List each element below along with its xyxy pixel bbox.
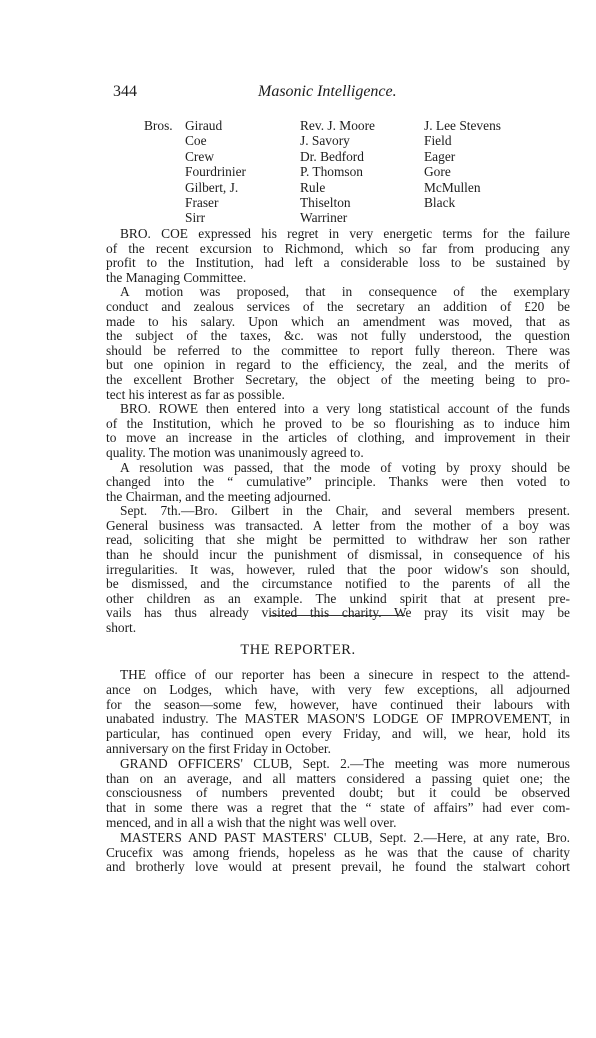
text-line: of the recent excursion to Richmond, which so far from producing any: [106, 240, 570, 256]
attendee-name: Warriner: [300, 210, 348, 226]
text-line: but one opinion in regard to the efficiency, the zeal, and the merits of: [106, 357, 570, 373]
text-line: A motion was proposed, that in consequence of the exemplary: [120, 284, 570, 300]
attendee-name: Crew: [185, 148, 215, 164]
text-line: short.: [106, 620, 137, 636]
paragraph: [106, 402, 570, 460]
text-line: read, soliciting that she might be permitted to withdraw her son rather: [106, 532, 570, 548]
attendee-name: Giraud: [185, 118, 223, 133]
text-line: the excellent Brother Secretary, the object of the meeting being to pro-: [106, 371, 570, 387]
text-line: to move an increase in the articles of clothing, and improvement in their: [106, 430, 570, 446]
attendee-name: Fourdrinier: [185, 164, 246, 180]
text-line: quality. The motion was unanimously agreed to.: [106, 444, 364, 460]
text-line: be dismissed, and the circumstance notified to the parents of all the: [106, 576, 570, 592]
text-line: and brotherly love would at present prevail, he found the stalwart cohort: [106, 859, 570, 875]
minutes-text: [106, 227, 570, 636]
attendee-name: Gilbert, J.: [185, 179, 239, 195]
text-line: Crucefix was among friends, hopeless as he was that the cause of charity: [106, 844, 570, 860]
text-line: the Managing Committee.: [106, 269, 247, 285]
attendee-column-2: [300, 118, 375, 226]
text-line: THE office of our reporter has been a sinecure in respect to the attend-: [120, 667, 570, 682]
text-line: ance on Lodges, which have, with very few exceptions, all adjourned: [106, 681, 570, 697]
text-line: A resolution was passed, that the mode of voting by proxy should be: [120, 459, 570, 475]
attendee-name: Fraser: [185, 195, 219, 211]
text-line: conduct and zealous services of the secretary an addition of £20 be: [106, 298, 570, 314]
paragraph: [106, 227, 570, 285]
attendee-name: McMullen: [424, 179, 481, 195]
text-line: profit to the Institution, had left a considerable loss to be sustained by: [106, 255, 570, 271]
text-line: made to his salary. Upon which an amendment was moved, that as: [106, 313, 570, 329]
text-line: BRO. ROWE then entered into a very long statistical account of the funds: [120, 401, 570, 417]
text-line: for the season—some few, however, have continued their labours with: [106, 696, 570, 712]
text-line: MASTERS AND PAST MASTERS' CLUB, Sept. 2.—Here, at any rate, Bro.: [120, 829, 570, 845]
attendee-name: Rev. J. Moore: [300, 118, 376, 133]
text-line: than he should incur the punishment of dismissal, in consequence of his: [106, 547, 570, 563]
reporter-text: [106, 668, 570, 875]
attendee-name: Gore: [424, 164, 451, 180]
text-line: GRAND OFFICERS' CLUB, Sept. 2.—The meeting was more numerous: [120, 755, 570, 771]
text-line: particular, has continued open every Friday, and will, we hear, hold its: [106, 726, 570, 742]
text-line: vails has thus already visited this charity. We pray its visit may be: [106, 605, 570, 621]
running-head: [0, 83, 596, 107]
paragraph: [106, 285, 570, 402]
attendee-name: Rule: [300, 179, 326, 195]
paragraph: [106, 461, 570, 505]
text-line: BRO. COE expressed his regret in very energetic terms for the failure: [120, 226, 570, 241]
attendee-column-1: [185, 118, 246, 226]
text-line: consciousness of numbers prevented doubt; but it could be observed: [106, 785, 570, 801]
attendee-name: Black: [424, 195, 456, 211]
attendee-name: Thiselton: [300, 195, 351, 211]
attendee-name: P. Thomson: [300, 164, 364, 180]
text-line: General business was transacted. A letter from the mother of a boy was: [106, 517, 570, 533]
text-line: of the Institution, which he proved to be so flourishing as to induce him: [106, 415, 570, 431]
text-line: the Chairman, and the meeting adjourned.: [106, 488, 331, 504]
text-line: the subject of the taxes, &c. was not fully understood, the question: [106, 328, 570, 344]
text-line: than on an average, and all matters considered a passing quiet one; the: [106, 770, 570, 786]
text-line: should be referred to the committee to report fully thereon. There was: [106, 342, 570, 358]
paragraph: [106, 831, 570, 875]
attendee-name: Coe: [185, 133, 207, 149]
text-line: that in some there was a regret that the “ state of affairs” had ever com-: [106, 800, 570, 816]
text-line: tect his interest as far as possible.: [106, 386, 285, 402]
attendee-name: Field: [424, 133, 452, 149]
attendee-name: J. Savory: [300, 133, 350, 149]
text-line: irregularities. It was, however, ruled that the poor widow's son should,: [106, 561, 570, 577]
text-line: other children as an example. The unkind spirit that at present pre-: [106, 590, 570, 606]
page-number: 344: [113, 83, 137, 100]
attendee-name: Eager: [424, 148, 456, 164]
attendee-name: J. Lee Stevens: [424, 118, 501, 133]
text-line: changed into the “ cumulative” principle. Thanks were then voted to: [106, 474, 570, 490]
attendee-name: Dr. Bedford: [300, 148, 364, 164]
running-title: Masonic Intelligence.: [258, 83, 397, 100]
text-line: unabated industry. The MASTER MASON'S LODGE OF IMPROVEMENT, in: [106, 711, 570, 727]
text-line: anniversary on the first Friday in October.: [106, 740, 331, 756]
attendee-column-3: [424, 118, 501, 210]
attendee-prefix: Bros.: [144, 118, 173, 133]
paragraph: [106, 668, 570, 757]
section-divider: [270, 615, 405, 616]
text-line: Sept. 7th.—Bro. Gilbert in the Chair, and several members present.: [120, 503, 570, 519]
paragraph: [106, 757, 570, 831]
attendee-name: Sirr: [185, 210, 206, 226]
section-heading: THE REPORTER.: [240, 642, 356, 658]
text-line: menced, and in all a wish that the night was well over.: [106, 814, 397, 830]
